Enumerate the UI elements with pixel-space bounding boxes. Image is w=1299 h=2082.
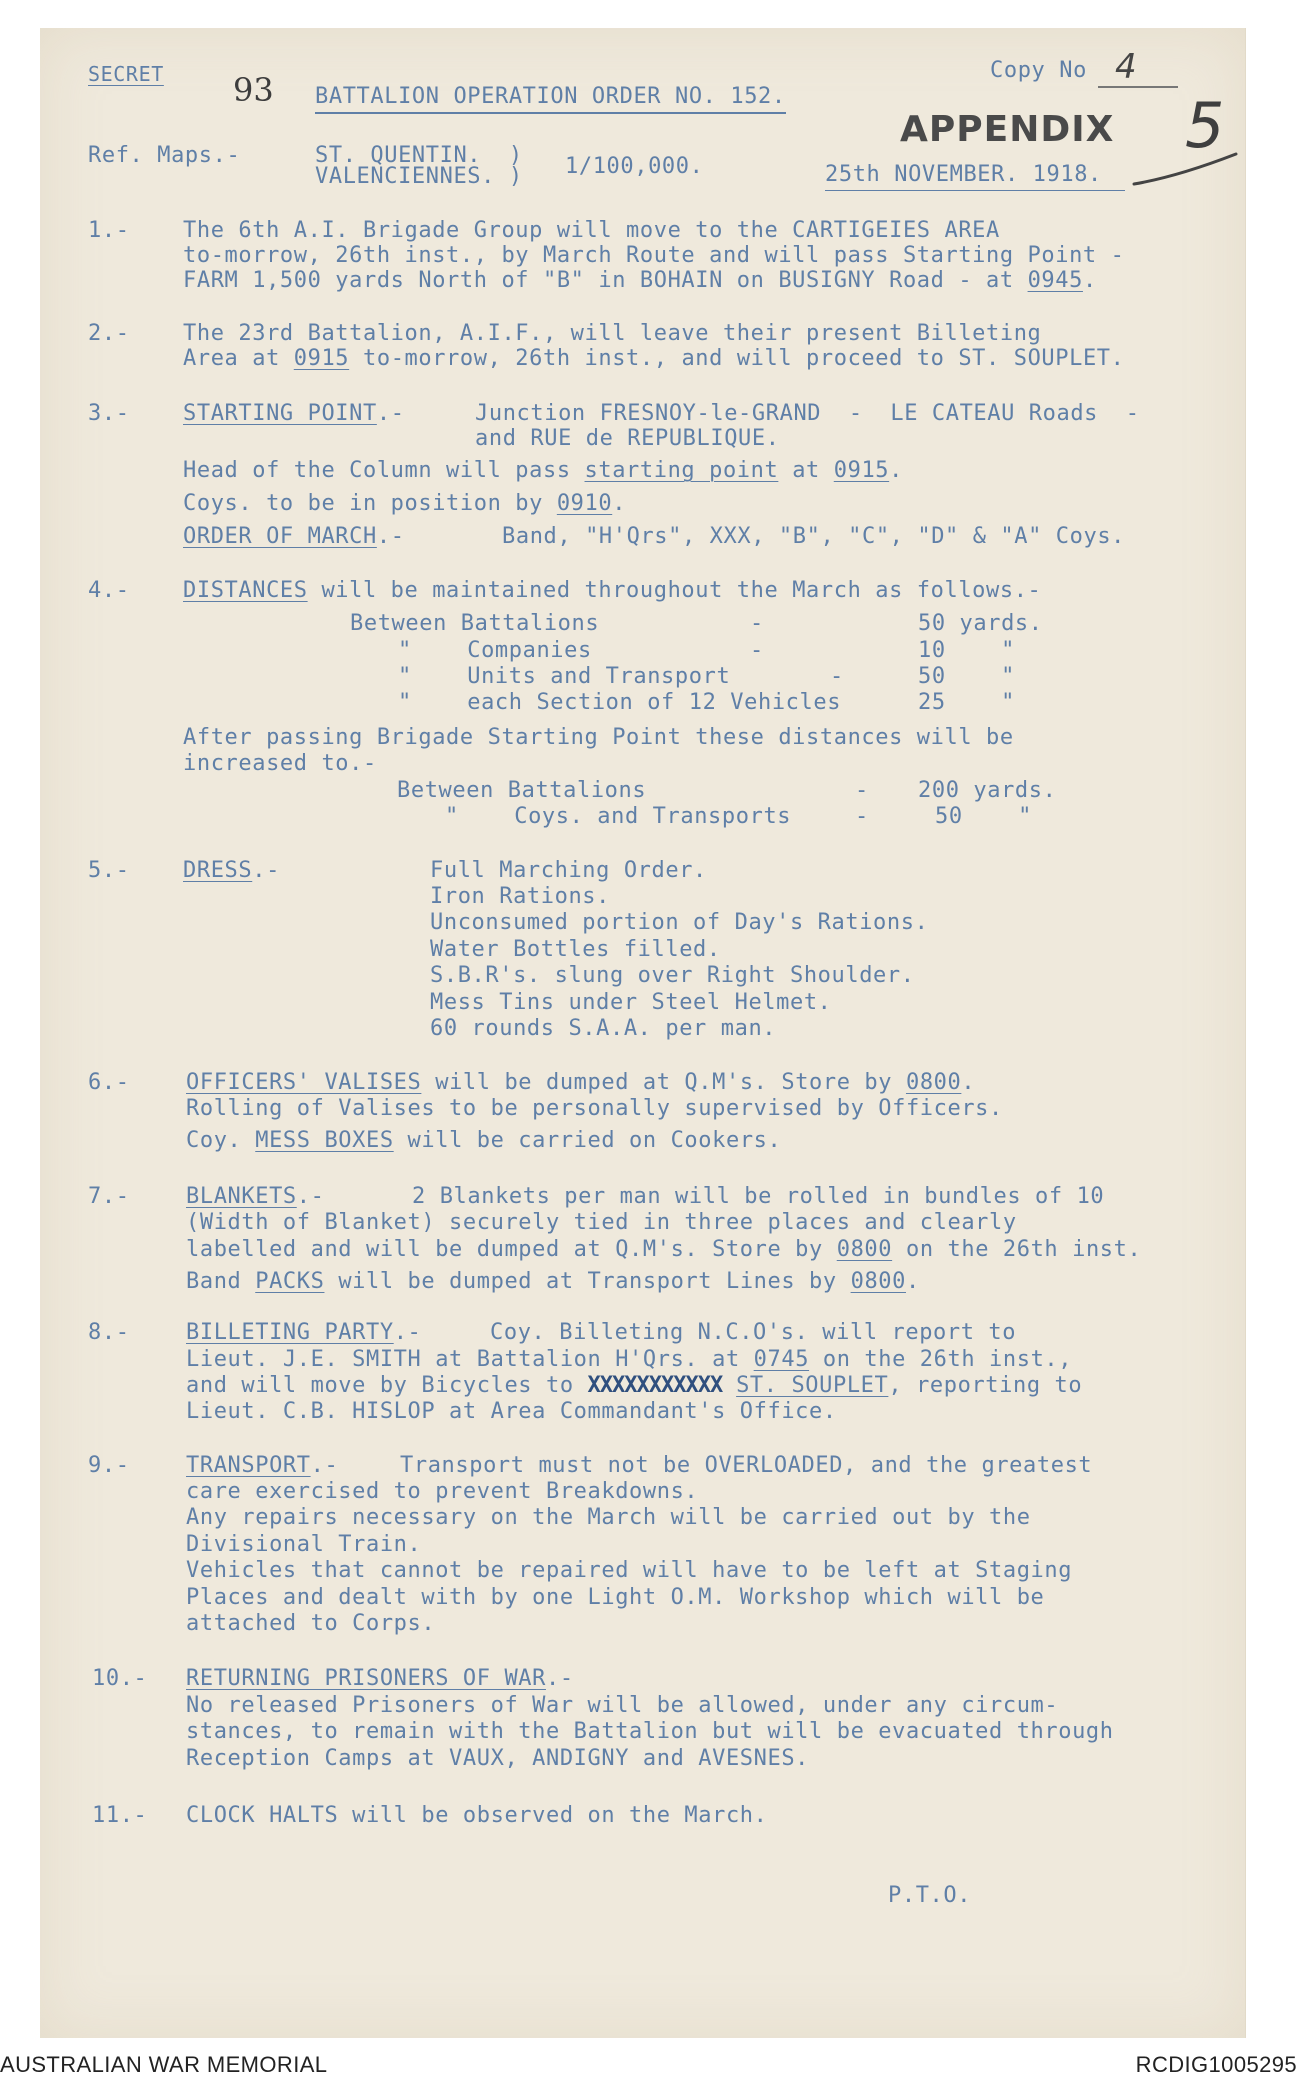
- para-7-line-2: (Width of Blanket) securely tied in three places and clearly: [186, 1210, 1017, 1235]
- para-3-line-4: Coys. to be in position by 0910.: [183, 491, 627, 516]
- dress-item: 60 rounds S.A.A. per man.: [430, 1016, 777, 1041]
- distance-row-dash: -: [855, 804, 869, 829]
- dress-item: Water Bottles filled.: [430, 937, 721, 962]
- para-1-number: 1.-: [88, 218, 130, 243]
- distance-row-label: Between Battalions: [350, 611, 600, 636]
- para-7-line-4: Band PACKS will be dumped at Transport Lines by 0800.: [186, 1269, 920, 1294]
- para-8-line-4: Lieut. C.B. HISLOP at Area Commandant's Office.: [186, 1399, 837, 1424]
- distance-row-label: " Units and Transport: [398, 664, 731, 689]
- para-11-line-1: CLOCK HALTS will be observed on the March.: [186, 1803, 768, 1828]
- para-7-line-3: labelled and will be dumped at Q.M's. Store by 0800 on the 26th inst.: [186, 1237, 1142, 1262]
- map-st-quentin: ST. QUENTIN. ): [315, 143, 523, 168]
- dress-heading: DRESS.-: [183, 858, 280, 883]
- copy-no-value: 4: [1115, 47, 1137, 87]
- para-6-number: 6.-: [88, 1070, 130, 1095]
- distances-after-line-1: After passing Brigade Starting Point these distances will be: [183, 725, 1014, 750]
- distance-row-dash: -: [830, 664, 844, 689]
- transport-heading: TRANSPORT.-: [186, 1453, 339, 1478]
- distance-row-value: 50 ": [918, 664, 1015, 689]
- dress-item: Full Marching Order.: [430, 858, 707, 883]
- para-1-line-1: The 6th A.I. Brigade Group will move to the CARTIGEIES AREA: [183, 218, 1000, 243]
- para-9-line-2: care exercised to prevent Breakdowns.: [186, 1479, 699, 1504]
- para-9-line-5: Vehicles that cannot be repaired will have to be left at Staging: [186, 1558, 1073, 1583]
- para-7-line-1: 2 Blankets per man will be rolled in bundles of 10: [412, 1184, 1105, 1209]
- dress-item: Mess Tins under Steel Helmet.: [430, 990, 832, 1015]
- date-underline: [825, 190, 1125, 191]
- starting-point-heading: STARTING POINT.-: [183, 401, 405, 426]
- para-9-number: 9.-: [88, 1453, 130, 1478]
- para-8-line-1: Coy. Billeting N.C.O's. will report to: [490, 1320, 1017, 1345]
- para-8-line-3: and will move by Bicycles to XXXXXXXXXXX ST. SOUPLET, reporting to: [186, 1373, 1083, 1398]
- para-8-line-2: Lieut. J.E. SMITH at Battalion H'Qrs. at 0745 on the 26th inst.,: [186, 1347, 1073, 1372]
- order-of-march-heading: ORDER OF MARCH.-: [183, 524, 405, 549]
- distance-row-value: 10 ": [918, 638, 1015, 663]
- footer-record-id: RCDIG1005295: [1135, 2052, 1297, 2077]
- footer-archive-name: AUSTRALIAN WAR MEMORIAL: [0, 2052, 328, 2077]
- distance-row-label: Between Battalions: [397, 778, 647, 803]
- distances-after-line-2: increased to.-: [183, 751, 377, 776]
- billeting-heading: BILLETING PARTY.-: [186, 1320, 422, 1345]
- para-6-line-2: Rolling of Valises to be personally supervised by Officers.: [186, 1096, 1003, 1121]
- para-1-line-3: FARM 1,500 yards North of "B" in BOHAIN on BUSIGNY Road - at 0945.: [183, 268, 1097, 293]
- dress-item: Iron Rations.: [430, 884, 610, 909]
- dress-item: S.B.R's. slung over Right Shoulder.: [430, 963, 915, 988]
- starting-point-line-2: and RUE de REPUBLIQUE.: [475, 426, 780, 451]
- distances-intro: DISTANCES will be maintained throughout the March as follows.-: [183, 578, 1042, 603]
- copy-no-underline: [1098, 86, 1178, 88]
- starting-point-line-1: Junction FRESNOY-le-GRAND - LE CATEAU Roads -: [475, 401, 1140, 426]
- para-2-line-2: Area at 0915 to-morrow, 26th inst., and will proceed to ST. SOUPLET.: [183, 346, 1125, 371]
- distance-row-dash: -: [750, 611, 764, 636]
- map-valenciennes: VALENCIENNES. ): [315, 164, 523, 189]
- please-turn-over: P.T.O.: [888, 1883, 972, 1908]
- para-9-line-7: attached to Corps.: [186, 1611, 436, 1636]
- para-3-line-3: Head of the Column will pass starting point at 0915.: [183, 458, 903, 483]
- para-6-line-3: Coy. MESS BOXES will be carried on Cookers.: [186, 1128, 782, 1153]
- para-11-number: 11.-: [92, 1803, 148, 1828]
- distance-row-dash: -: [855, 778, 869, 803]
- para-2-number: 2.-: [88, 321, 130, 346]
- order-of-march-list: Band, "H'Qrs", XXX, "B", "C", "D" & "A" Coys.: [502, 524, 1126, 549]
- dress-item: Unconsumed portion of Day's Rations.: [430, 910, 929, 935]
- distance-row-value: 50 yards.: [918, 611, 1043, 636]
- para-10-line-2: stances, to remain with the Battalion but will be evacuated through: [186, 1719, 1114, 1744]
- distance-row-value: 200 yards.: [918, 778, 1057, 803]
- document-title: BATTALION OPERATION ORDER NO. 152.: [315, 86, 786, 114]
- distance-row-label: " each Section of 12 Vehicles: [398, 690, 842, 715]
- para-5-number: 5.-: [88, 858, 130, 883]
- distance-row-value: 25 ": [918, 690, 1015, 715]
- distance-row-label: " Coys. and Transports: [445, 804, 792, 829]
- para-2-line-1: The 23rd Battalion, A.I.F., will leave their present Billeting: [183, 321, 1042, 346]
- para-1-line-2: to-morrow, 26th inst., by March Route and will pass Starting Point -: [183, 243, 1125, 268]
- map-scale: 1/100,000.: [565, 154, 704, 179]
- distance-row-value: 50 ": [935, 804, 1032, 829]
- para-10-line-1: No released Prisoners of War will be allowed, under any circum-: [186, 1693, 1059, 1718]
- para-9-line-4: Divisional Train.: [186, 1532, 422, 1557]
- para-9-line-3: Any repairs necessary on the March will be carried out by the: [186, 1505, 1031, 1530]
- para-10-number: 10.-: [92, 1666, 148, 1691]
- para-4-number: 4.-: [88, 578, 130, 603]
- ref-maps-label: Ref. Maps.-: [88, 143, 241, 168]
- page-number: 93: [233, 71, 274, 109]
- secret-marking: SECRET: [88, 62, 164, 86]
- blankets-heading: BLANKETS.-: [186, 1184, 325, 1209]
- distance-row-label: " Companies: [398, 638, 592, 663]
- para-9-line-6: Places and dealt with by one Light O.M. Workshop which will be: [186, 1585, 1045, 1610]
- appendix-stamp: APPENDIX: [900, 109, 1115, 150]
- distance-row-dash: -: [750, 638, 764, 663]
- para-3-number: 3.-: [88, 401, 130, 426]
- para-6-line-1: OFFICERS' VALISES will be dumped at Q.M's. Store by 0800.: [186, 1070, 976, 1095]
- para-10-line-3: Reception Camps at VAUX, ANDIGNY and AVESNES.: [186, 1746, 810, 1771]
- order-date: 25th NOVEMBER. 1918.: [825, 162, 1102, 187]
- para-8-number: 8.-: [88, 1320, 130, 1345]
- prisoners-heading: RETURNING PRISONERS OF WAR.-: [186, 1666, 574, 1691]
- para-7-number: 7.-: [88, 1184, 130, 1209]
- appendix-pen-stroke: [1130, 150, 1240, 190]
- copy-no-label: Copy No: [990, 58, 1087, 83]
- para-9-line-1: Transport must not be OVERLOADED, and the greatest: [400, 1453, 1093, 1478]
- appendix-number: 5: [1185, 89, 1225, 162]
